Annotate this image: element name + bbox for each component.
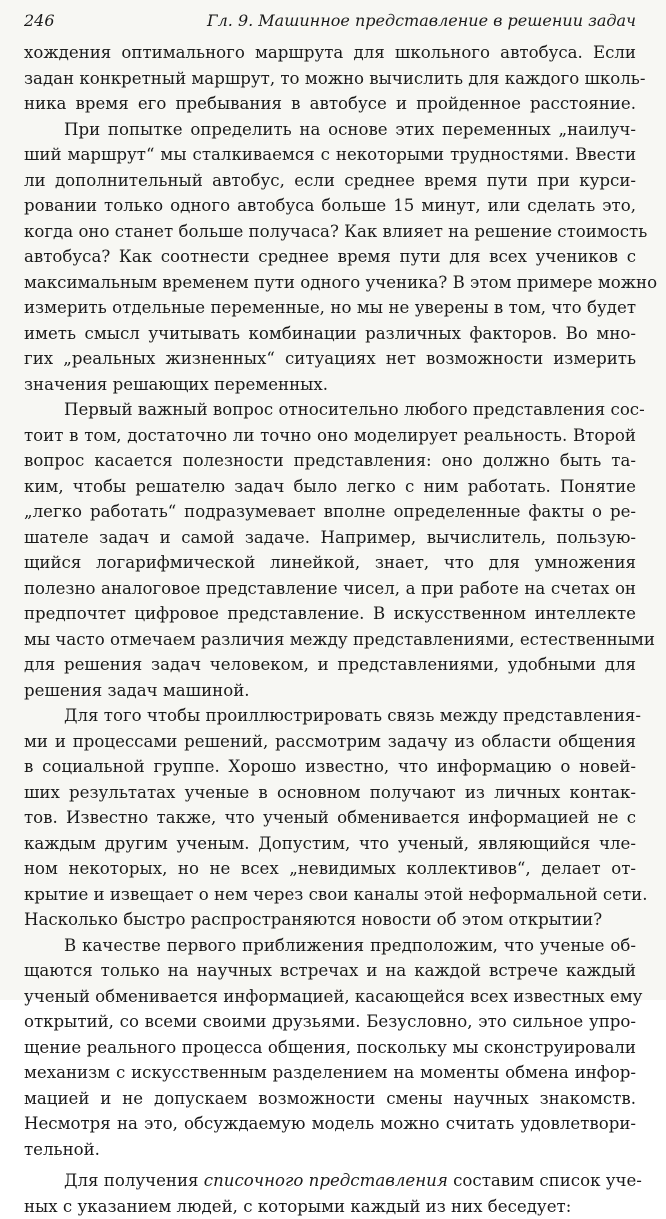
text-line: полезно аналоговое представление чисел, а при работе на счетах он bbox=[24, 576, 636, 602]
text-line: мы часто отмечаем различия между представлениями, естественными bbox=[24, 627, 636, 653]
paragraph bbox=[24, 1168, 636, 1219]
text-line: открытий, со всеми своими друзьями. Безусловно, это сильное упро- bbox=[24, 1009, 636, 1035]
paragraph bbox=[24, 933, 636, 1163]
text-line: гих „реальных жизненных“ ситуациях нет возможности измерить bbox=[24, 346, 636, 372]
text-line: в социальной группе. Хорошо известно, что информацию о новей- bbox=[24, 754, 636, 780]
text-line: ми и процессами решений, рассмотрим задачу из области общения bbox=[24, 729, 636, 755]
page-body bbox=[24, 40, 636, 1219]
text-line: шателе задач и самой задаче. Например, вычислитель, пользую- bbox=[24, 525, 636, 551]
text-line: измерить отдельные переменные, но мы не уверены в том, что будет bbox=[24, 295, 636, 321]
text-line: Несмотря на это, обсуждаемую модель можно считать удовлетвори- bbox=[24, 1111, 636, 1137]
text-line: Первый важный вопрос относительно любого представления сос- bbox=[24, 397, 636, 423]
text-line: ровании только одного автобуса больше 15 минут, или сделать это, bbox=[24, 193, 636, 219]
text-line: Для того чтобы проиллюстрировать связь между представления- bbox=[24, 703, 636, 729]
text-line: максимальным временем пути одного ученика? В этом примере можно bbox=[24, 270, 636, 296]
text-line: щаются только на научных встречах и на каждой встрече каждый bbox=[24, 958, 636, 984]
text-line: ном некоторых, но не всех „невидимых коллективов“, делает от- bbox=[24, 856, 636, 882]
text-line: мацией и не допускаем возможности смены научных знакомств. bbox=[24, 1086, 636, 1112]
text-line: ника время его пребывания в автобусе и пройденное расстояние. bbox=[24, 91, 636, 117]
text-line: ли дополнительный автобус, если среднее время пути при курси- bbox=[24, 168, 636, 194]
text-line: тельной. bbox=[24, 1137, 636, 1163]
text-line: когда оно станет больше получаса? Как влияет на решение стоимость bbox=[24, 219, 636, 245]
text-line: решения задач машиной. bbox=[24, 678, 636, 704]
text-line: механизм с искусственным разделением на моменты обмена инфор- bbox=[24, 1060, 636, 1086]
page-number: 246 bbox=[24, 10, 55, 32]
text-line: ученый обменивается информацией, касающейся всех известных ему bbox=[24, 984, 636, 1010]
text-line: задан конкретный маршрут, то можно вычислить для каждого школь- bbox=[24, 66, 636, 92]
paragraph bbox=[24, 703, 636, 933]
italic-term: списочного представления bbox=[204, 1171, 448, 1190]
text-line: щение реального процесса общения, поскольку мы сконструировали bbox=[24, 1035, 636, 1061]
text-line: хождения оптимального маршрута для школьного автобуса. Если bbox=[24, 40, 636, 66]
text-line: предпочтет цифровое представление. В искусственном интеллекте bbox=[24, 601, 636, 627]
paragraph bbox=[24, 397, 636, 703]
text-line: При попытке определить на основе этих переменных „наилуч- bbox=[24, 117, 636, 143]
text-line: ший маршрут“ мы сталкиваемся с некоторыми трудностями. Ввести bbox=[24, 142, 636, 168]
text-line: иметь смысл учитывать комбинации различных факторов. Во мно- bbox=[24, 321, 636, 347]
text-line: значения решающих переменных. bbox=[24, 372, 636, 398]
text-line: ших результатах ученые в основном получают из личных контак- bbox=[24, 780, 636, 806]
text-line: крытие и извещает о нем через свои каналы этой неформальной сети. bbox=[24, 882, 636, 908]
text-run: Для получения bbox=[64, 1171, 204, 1190]
text-line: Насколько быстро распространяются новости об этом открытии? bbox=[24, 907, 636, 933]
text-line: ким, чтобы решателю задач было легко с ним работать. Понятие bbox=[24, 474, 636, 500]
text-run: составим список уче- bbox=[448, 1171, 642, 1190]
text-line: для решения задач человеком, и представлениями, удобными для bbox=[24, 652, 636, 678]
text-line: „легко работать“ подразумевает вполне определенные факты о ре- bbox=[24, 499, 636, 525]
paragraph bbox=[24, 117, 636, 398]
paragraph bbox=[24, 40, 636, 117]
text-line bbox=[24, 1168, 636, 1194]
text-line: тоит в том, достаточно ли точно оно моделирует реальность. Второй bbox=[24, 423, 636, 449]
text-line: В качестве первого приближения предположим, что ученые об- bbox=[24, 933, 636, 959]
page-header bbox=[24, 10, 636, 34]
text-line: тов. Известно также, что ученый обменивается информацией не с bbox=[24, 805, 636, 831]
text-line: ных с указанием людей, с которыми каждый из них беседует: bbox=[24, 1194, 636, 1219]
text-line: щийся логарифмической линейкой, знает, что для умножения bbox=[24, 550, 636, 576]
running-title: Гл. 9. Машинное представление в решении задач bbox=[207, 10, 636, 32]
text-line: вопрос касается полезности представления: оно должно быть та- bbox=[24, 448, 636, 474]
text-line: автобуса? Как соотнести среднее время пути для всех учеников с bbox=[24, 244, 636, 270]
text-line: каждым другим ученым. Допустим, что ученый, являющийся чле- bbox=[24, 831, 636, 857]
